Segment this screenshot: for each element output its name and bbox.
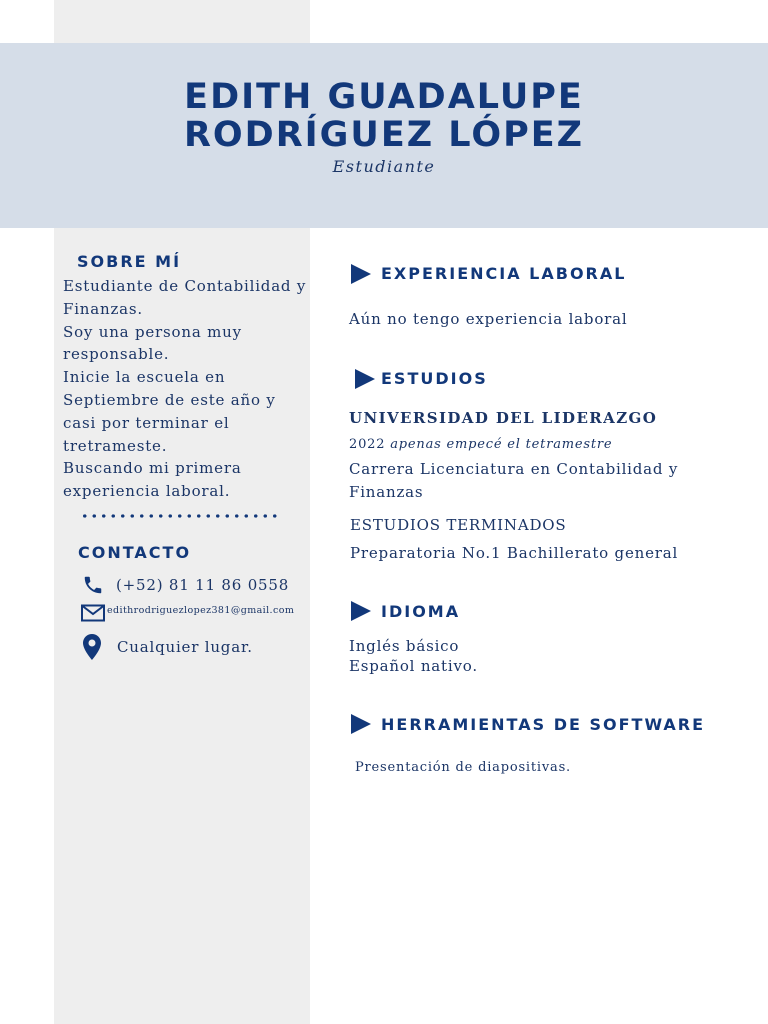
about-line: Finanzas.: [63, 299, 143, 318]
about-line: Buscando mi primera: [63, 459, 242, 478]
career-line-2: Finanzas: [349, 483, 424, 501]
contact-title: CONTACTO: [78, 543, 192, 562]
email-icon: [81, 604, 105, 622]
about-line: experiencia laboral.: [63, 482, 231, 501]
about-line: responsable.: [63, 345, 170, 364]
language-title: IDIOMA: [381, 602, 461, 621]
about-text: [63, 275, 308, 503]
software-text: Presentación de diapositivas.: [355, 760, 571, 775]
arrow-icon: [351, 601, 371, 621]
about-line: casi por terminar el: [63, 413, 230, 432]
arrow-icon: [351, 264, 371, 284]
role-subtitle: Estudiante: [332, 157, 436, 176]
about-line: Soy una persona muy: [63, 322, 242, 341]
name-line-2: RODRÍGUEZ LÓPEZ: [183, 115, 585, 155]
software-title: HERRAMIENTAS DE SOFTWARE: [381, 715, 705, 734]
phone-icon: [82, 574, 104, 596]
education-year-note: apenas empecé el tetramestre: [390, 437, 613, 452]
completed-studies-text: Preparatoria No.1 Bachillerato general: [350, 544, 679, 562]
experience-text: Aún no tengo experiencia laboral: [349, 310, 628, 328]
arrow-icon: [351, 714, 371, 734]
language-item: Español nativo.: [349, 657, 478, 675]
contact-phone: [82, 574, 289, 596]
about-line: Inicie la escuela en: [63, 368, 226, 387]
about-line: Septiembre de este año y: [63, 390, 276, 409]
about-line: Estudiante de Contabilidad y: [63, 277, 307, 295]
language-list: [349, 636, 478, 676]
email-address[interactable]: edithrodriguezlopez381@gmail.com: [107, 604, 295, 616]
location-text: Cualquier lugar.: [117, 638, 253, 656]
about-line: tretrameste.: [63, 436, 168, 455]
education-year: 2022: [349, 437, 386, 452]
education-title: ESTUDIOS: [381, 369, 488, 388]
location-pin-icon: [83, 634, 101, 660]
dotted-divider: [80, 514, 280, 518]
about-title: SOBRE MÍ: [77, 252, 182, 271]
experience-title: EXPERIENCIA LABORAL: [381, 264, 627, 283]
career-line-1: Carrera Licenciatura en Contabilidad y: [349, 460, 679, 478]
person-name: [0, 78, 768, 154]
career-text: [349, 458, 678, 504]
phone-number[interactable]: (+52) 81 11 86 0558: [116, 576, 290, 594]
completed-studies-title: ESTUDIOS TERMINADOS: [350, 516, 567, 534]
university-name: UNIVERSIDAD DEL LIDERAZGO: [349, 409, 658, 427]
contact-location: [83, 634, 253, 660]
education-date: [349, 437, 612, 452]
language-item: Inglés básico: [349, 637, 460, 655]
arrow-icon: [355, 369, 375, 389]
name-line-1: EDITH GUADALUPE: [184, 77, 584, 117]
contact-email: [81, 604, 294, 622]
